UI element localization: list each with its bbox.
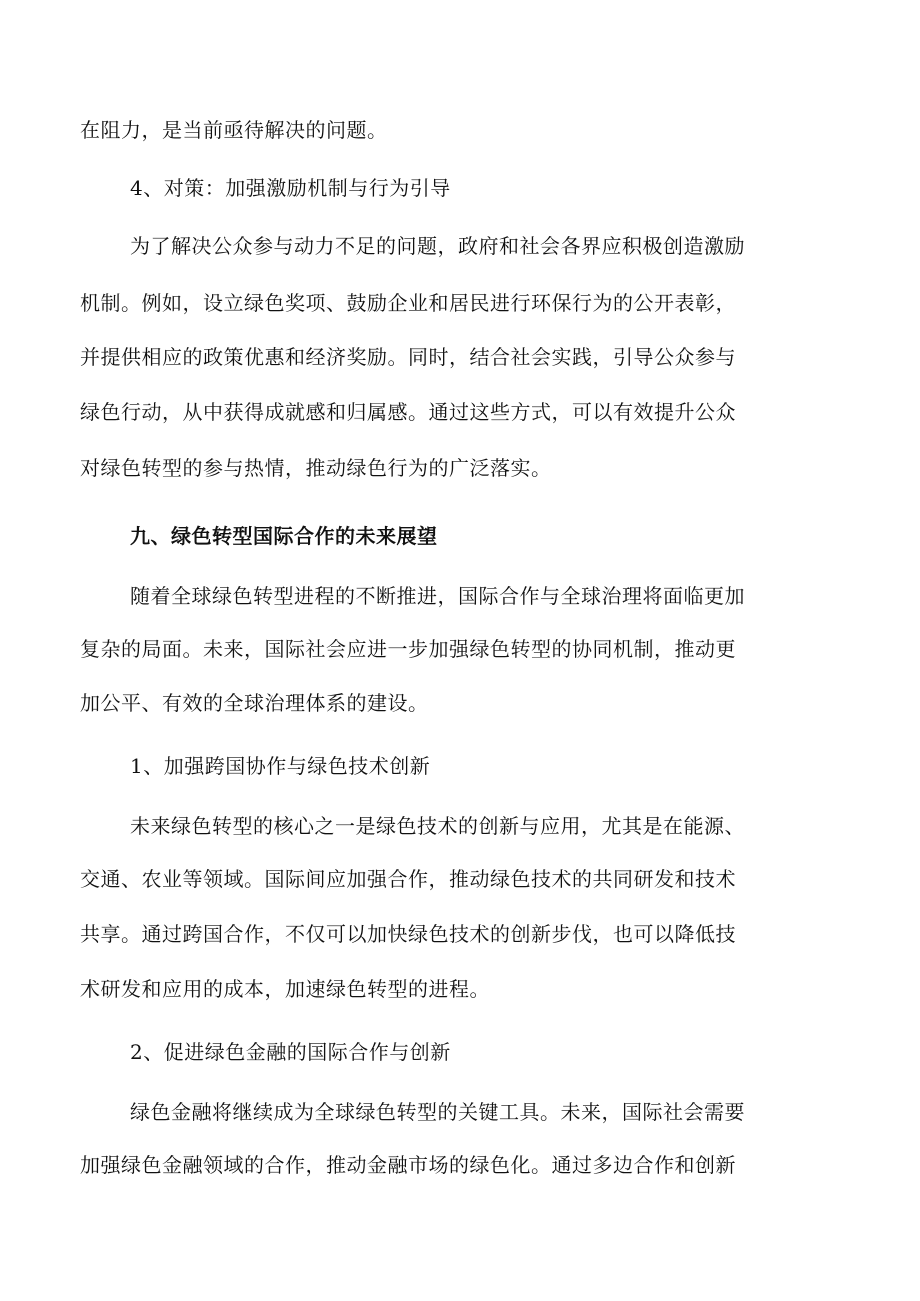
paragraph-line: 绿色行动，从中获得成就感和归属感。通过这些方式，可以有效提升公众: [80, 400, 736, 424]
paragraph-line: 共享。通过跨国合作，不仅可以加快绿色技术的创新步伐，也可以降低技: [80, 922, 736, 946]
paragraph-line: 对绿色转型的参与热情，推动绿色行为的广泛落实。: [80, 456, 552, 480]
paragraph-line: 随着全球绿色转型进程的不断推进，国际合作与全球治理将面临更加: [130, 584, 745, 608]
paragraph-line: 术研发和应用的成本，加速绿色转型的进程。: [80, 977, 490, 1001]
paragraph-line: 绿色金融将继续成为全球绿色转型的关键工具。未来，国际社会需要: [130, 1100, 745, 1124]
subsection-heading: 4、对策：加强激励机制与行为引导: [130, 176, 451, 200]
paragraph-line: 加公平、有效的全球治理体系的建设。: [80, 691, 429, 715]
subsection-heading: 2、促进绿色金融的国际合作与创新: [130, 1040, 451, 1064]
paragraph-line: 未来绿色转型的核心之一是绿色技术的创新与应用，尤其是在能源、: [130, 814, 745, 838]
paragraph-line: 交通、农业等领域。国际间应加强合作，推动绿色技术的共同研发和技术: [80, 867, 736, 891]
paragraph-line: 为了解决公众参与动力不足的问题，政府和社会各界应积极创造激励: [130, 234, 745, 258]
paragraph-line: 在阻力，是当前亟待解决的问题。: [80, 118, 388, 142]
paragraph-line: 并提供相应的政策优惠和经济奖励。同时，结合社会实践，引导公众参与: [80, 345, 736, 369]
paragraph-line: 加强绿色金融领域的合作，推动金融市场的绿色化。通过多边合作和创新: [80, 1153, 736, 1177]
section-heading: 九、绿色转型国际合作的未来展望: [130, 524, 438, 548]
paragraph-line: 机制。例如，设立绿色奖项、鼓励企业和居民进行环保行为的公开表彰，: [80, 291, 736, 315]
subsection-heading: 1、加强跨国协作与绿色技术创新: [130, 754, 431, 778]
paragraph-line: 复杂的局面。未来，国际社会应进一步加强绿色转型的协同机制，推动更: [80, 637, 736, 661]
